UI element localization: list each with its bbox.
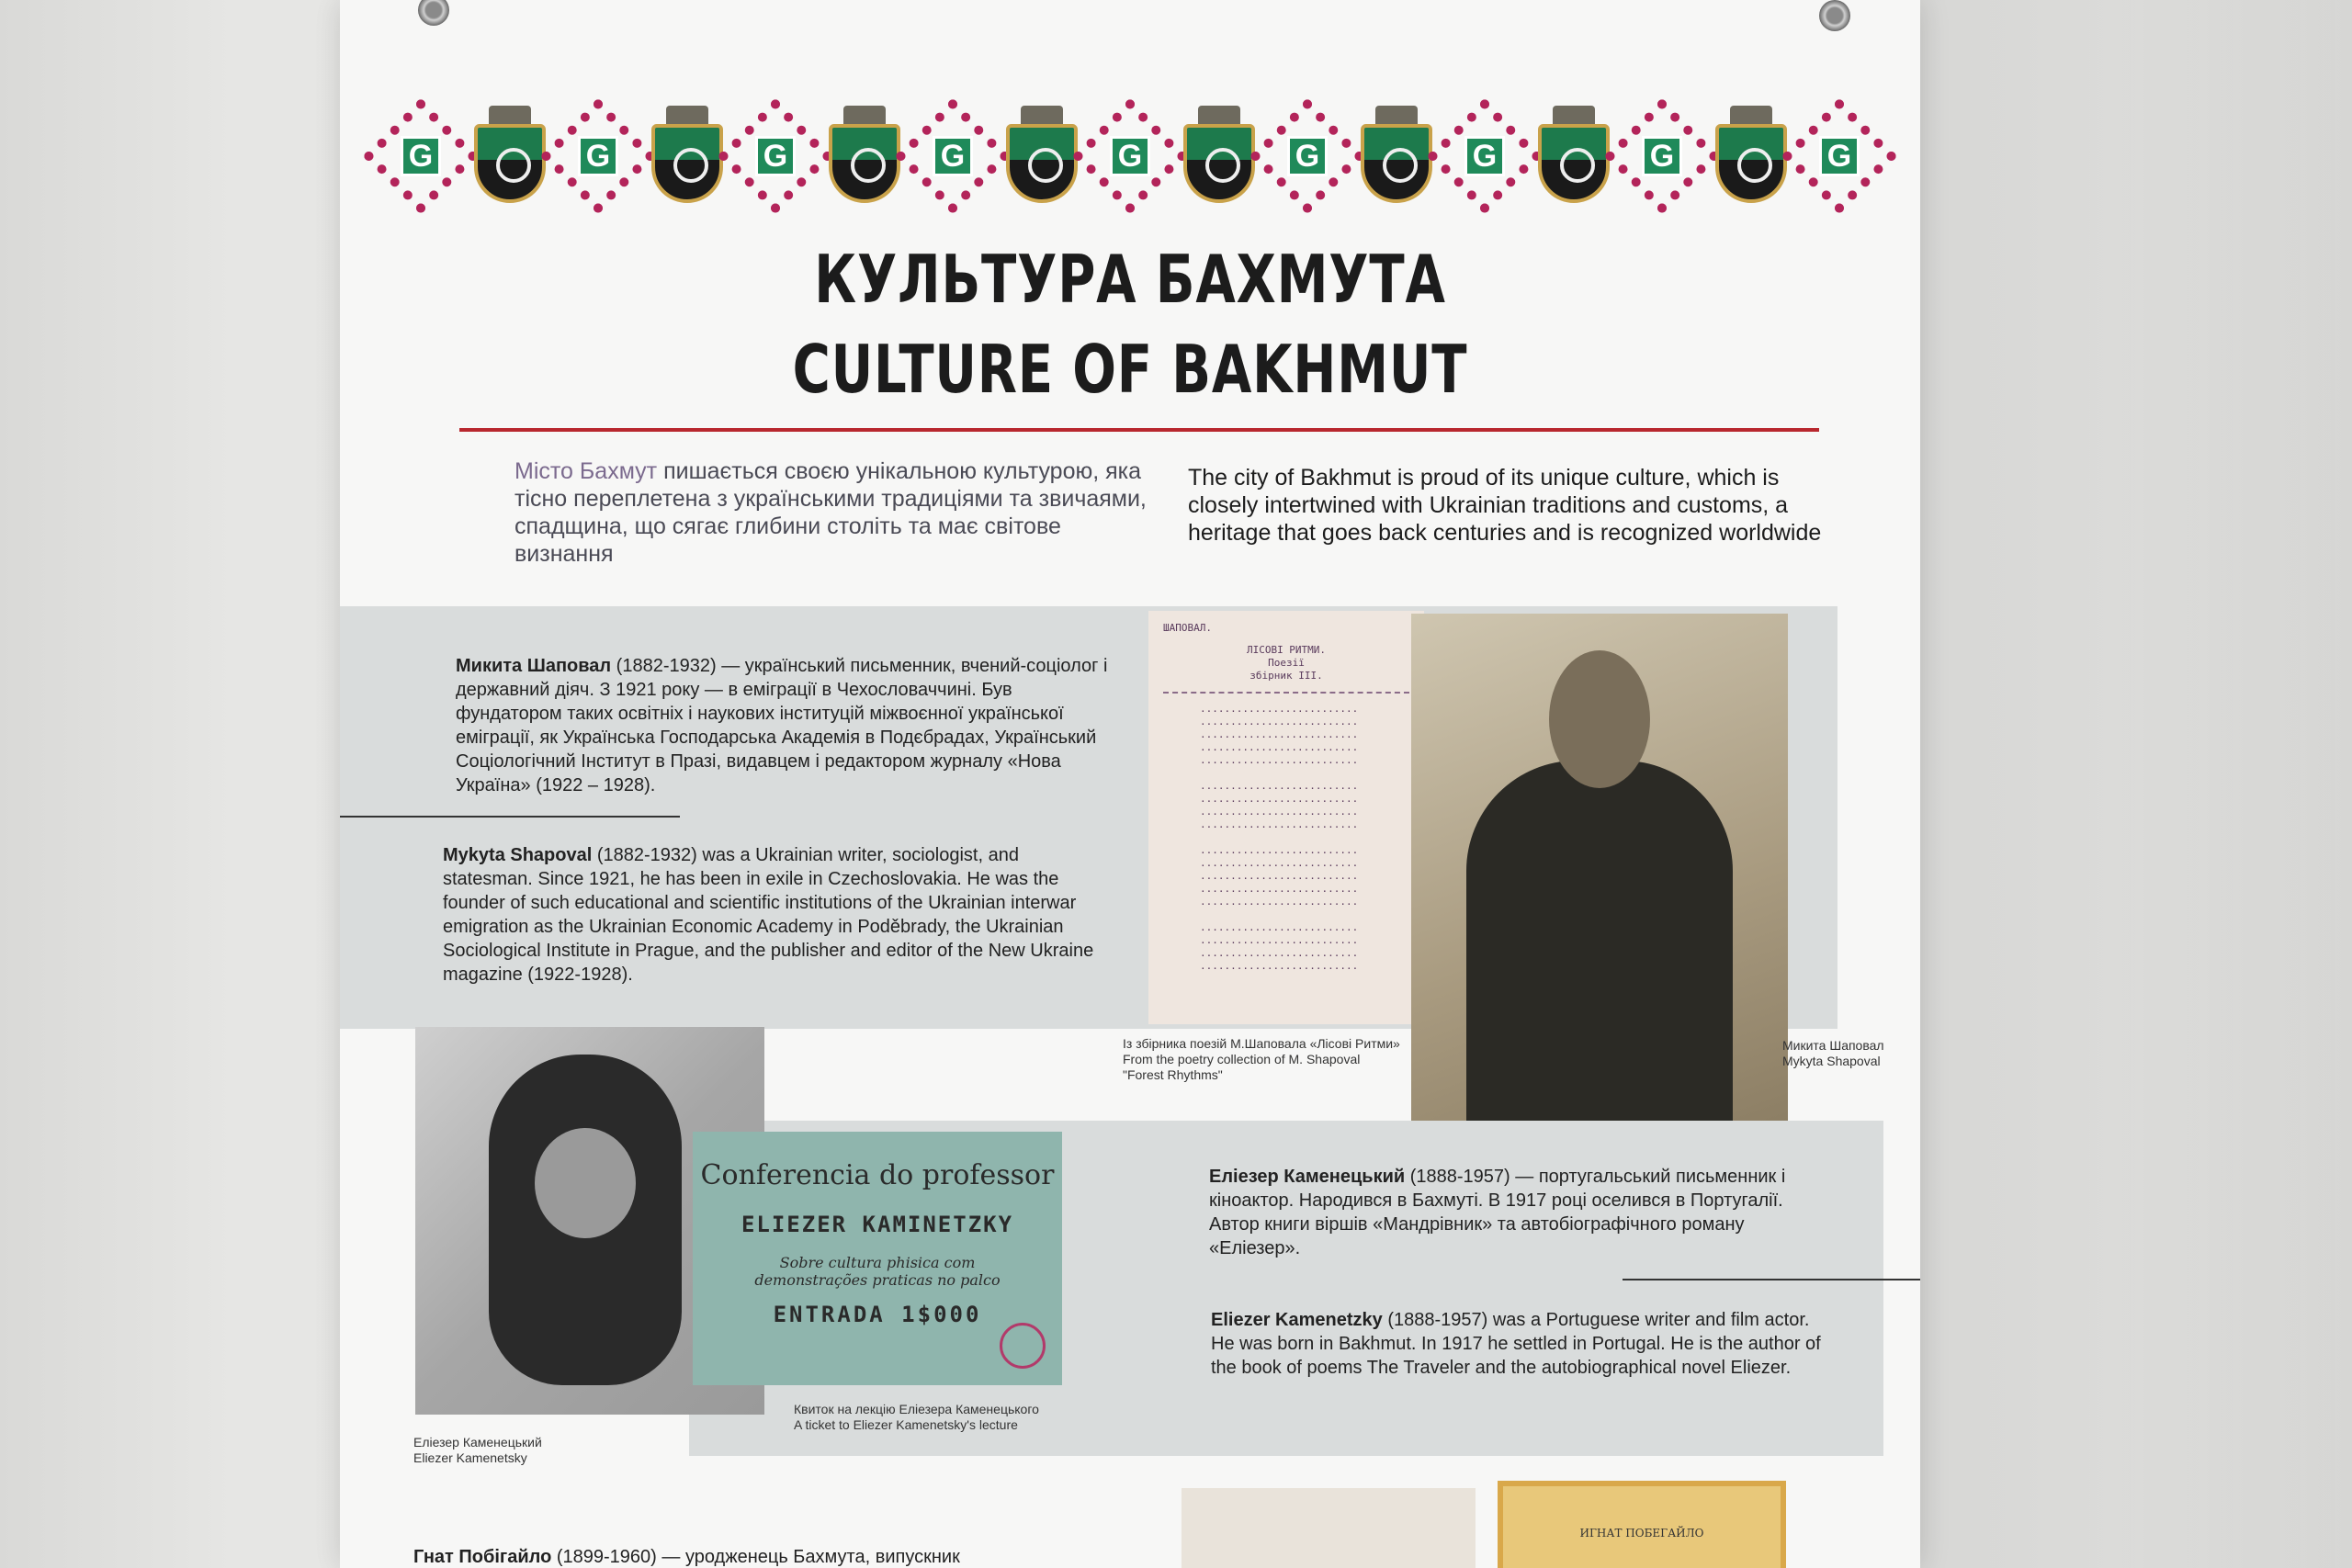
doc-caption-uk: Із збірника поезій М.Шаповала «Лісові Ритми» — [1123, 1036, 1400, 1051]
coat-of-arms-icon — [825, 106, 904, 207]
pobihailo-bio-uk — [413, 1545, 1112, 1568]
kamenetsky-text-en: (1888-1957) was a Portuguese writer and film actor. He was born in Bakhmut. In 1917 he settled in Portugal. He is the author of the book of poems The Traveler and the autobiographical novel Eliezer. — [1211, 1310, 1821, 1378]
coat-of-arms-icon — [648, 106, 727, 207]
ornament-diamond: G — [731, 112, 820, 200]
ornament-diamond: G — [377, 112, 465, 200]
poetry-document-image: ШАПОВАЛ. ЛІСОВІ РИТМИ. Поезії збірник III. .......................... .......................... .......................... .......................... .......................... .......................... .......................... .......................... .......................... .......................... .......................... .......................... .......................... .......................... .......................... .......................... .......................... .......................... — [1148, 611, 1424, 1024]
ornament-diamond: G — [1263, 112, 1351, 200]
ornament-border — [377, 101, 1883, 211]
portrait-face — [535, 1128, 636, 1238]
intro-uk-text: пишається своєю унікальною культурою, яка тісно переплетена з українськими традиціями та звичаями, спадщина, що сягає глибини століть та має світове визнання — [514, 458, 1147, 567]
kamenetsky-bio-uk — [1209, 1165, 1834, 1260]
coat-of-arms-icon — [1357, 106, 1436, 207]
shapoval-divider — [340, 816, 680, 818]
intro-uk-lead: Місто Бахмут — [514, 458, 658, 484]
kamenetsky-name-uk: Еліезер Каменецький — [1209, 1167, 1406, 1187]
doc-caption-en-title: "Forest Rhythms" — [1123, 1067, 1223, 1082]
portrait-head — [1549, 650, 1650, 788]
lecture-ticket — [693, 1132, 1062, 1385]
ornament-diamond: G — [554, 112, 642, 200]
wall-shadow — [1911, 0, 2352, 1568]
kamenetsky-bio-en — [1211, 1308, 1836, 1380]
intro-ukrainian — [514, 457, 1158, 568]
portrait-figure — [1466, 761, 1733, 1124]
ornament-diamond: G — [1618, 112, 1706, 200]
kamenetsky-text-uk: (1888-1957) — португальський письменник і кіноактор. Народився в Бахмуті. В 1917 році оселився в Португалії. Автор книги віршів «Мандрівник» та автобіографічного роману «Еліезер». — [1209, 1167, 1786, 1258]
ornament-diamond: G — [1441, 112, 1529, 200]
ticket-caption — [794, 1402, 1106, 1433]
doc-caption — [1123, 1036, 1426, 1083]
coat-of-arms-icon — [470, 106, 549, 207]
ticket-stamp — [1000, 1323, 1046, 1369]
kamenetsky-divider — [1623, 1279, 1920, 1280]
doc-caption-en: From the poetry collection of M. Shapoval — [1123, 1052, 1361, 1066]
coat-of-arms-icon — [1534, 106, 1613, 207]
shapoval-bio-en — [443, 843, 1104, 987]
photo-caption-uk: Микита Шаповал — [1782, 1038, 1884, 1053]
book-title: ИГНАТ ПОБЕГАЙЛО — [1579, 1527, 1704, 1540]
ticket-line-2: ELIEZER KAMINETZKY — [741, 1212, 1014, 1237]
coat-of-arms-icon — [1180, 106, 1259, 207]
pobihailo-book-cover — [1498, 1481, 1786, 1568]
portrait-caption-uk: Еліезер Каменецький — [413, 1435, 542, 1450]
pobihailo-name-uk: Гнат Побігайло — [413, 1547, 552, 1567]
ornament-diamond: G — [1795, 112, 1883, 200]
coat-of-arms-icon — [1712, 106, 1791, 207]
kamenetsky-name-en: Eliezer Kamenetzky — [1211, 1310, 1383, 1330]
pobihailo-text-uk: (1899-1960) — уродженець Бахмута, випускник — [551, 1547, 960, 1567]
shapoval-bio-uk — [456, 654, 1117, 797]
coat-of-arms-icon — [1002, 106, 1081, 207]
grommet-left — [418, 0, 449, 26]
shapoval-name-uk: Микита Шаповал — [456, 656, 612, 676]
title-divider — [459, 428, 1819, 432]
portrait-caption-en: Eliezer Kamenetsky — [413, 1450, 527, 1465]
ticket-line-1: Conferencia do professor — [700, 1159, 1055, 1191]
shapoval-portrait-photo — [1411, 614, 1788, 1124]
shapoval-text-en: (1882-1932) was a Ukrainian writer, sociologist, and statesman. Since 1921, he has been in exile in Czechoslovakia. He was the founder of such educational and scientific institutions of the Ukrainian interwar emigration as the Ukrainian Economic Academy in Poděbrady, the Ukrainian Sociological Institute in Prague, and the publisher and editor of the New Ukraine magazine (1922-1928). — [443, 845, 1094, 985]
shapoval-name-en: Mykyta Shapoval — [443, 845, 593, 865]
exhibition-banner — [340, 0, 1920, 1568]
pobihailo-document-image — [1182, 1488, 1476, 1568]
grommet-right — [1819, 0, 1850, 31]
ticket-caption-en: A ticket to Eliezer Kamenetsky's lecture — [794, 1417, 1018, 1432]
ticket-line-3: Sobre cultura phisica com demonstrações praticas no palco — [754, 1254, 1001, 1289]
intro-english: The city of Bakhmut is proud of its unique culture, which is closely intertwined with Ukrainian traditions and customs, a heritage that goes back centuries and is recognized worldwide — [1188, 465, 1822, 546]
title-english: CULTURE OF BAKHMUT — [792, 331, 1468, 408]
ornament-diamond: G — [909, 112, 997, 200]
title-ukrainian: КУЛЬТУРА БАХМУТА — [814, 241, 1446, 318]
ornament-diamond: G — [1086, 112, 1174, 200]
ticket-caption-uk: Квиток на лекцію Еліезера Каменецького — [794, 1402, 1039, 1416]
kamenetsky-portrait-caption — [413, 1435, 634, 1466]
photo-caption-en: Mykyta Shapoval — [1782, 1054, 1881, 1068]
ticket-line-4: ENTRADA 1$000 — [773, 1302, 982, 1327]
shapoval-photo-caption — [1782, 1038, 1911, 1069]
shapoval-text-uk: (1882-1932) — український письменник, вчений-соціолог і державний діяч. З 1921 року — в еміграції в Чехословаччині. Був фундатором таких освітніх і наукових інституцій міжвоєнної української еміграції, як Українська Господарська Академія в Подєбрадах, Український Соціологічний Інститут в Празі, видавцем і редактором журналу «Нова Україна» (1922 – 1928). — [456, 656, 1108, 795]
